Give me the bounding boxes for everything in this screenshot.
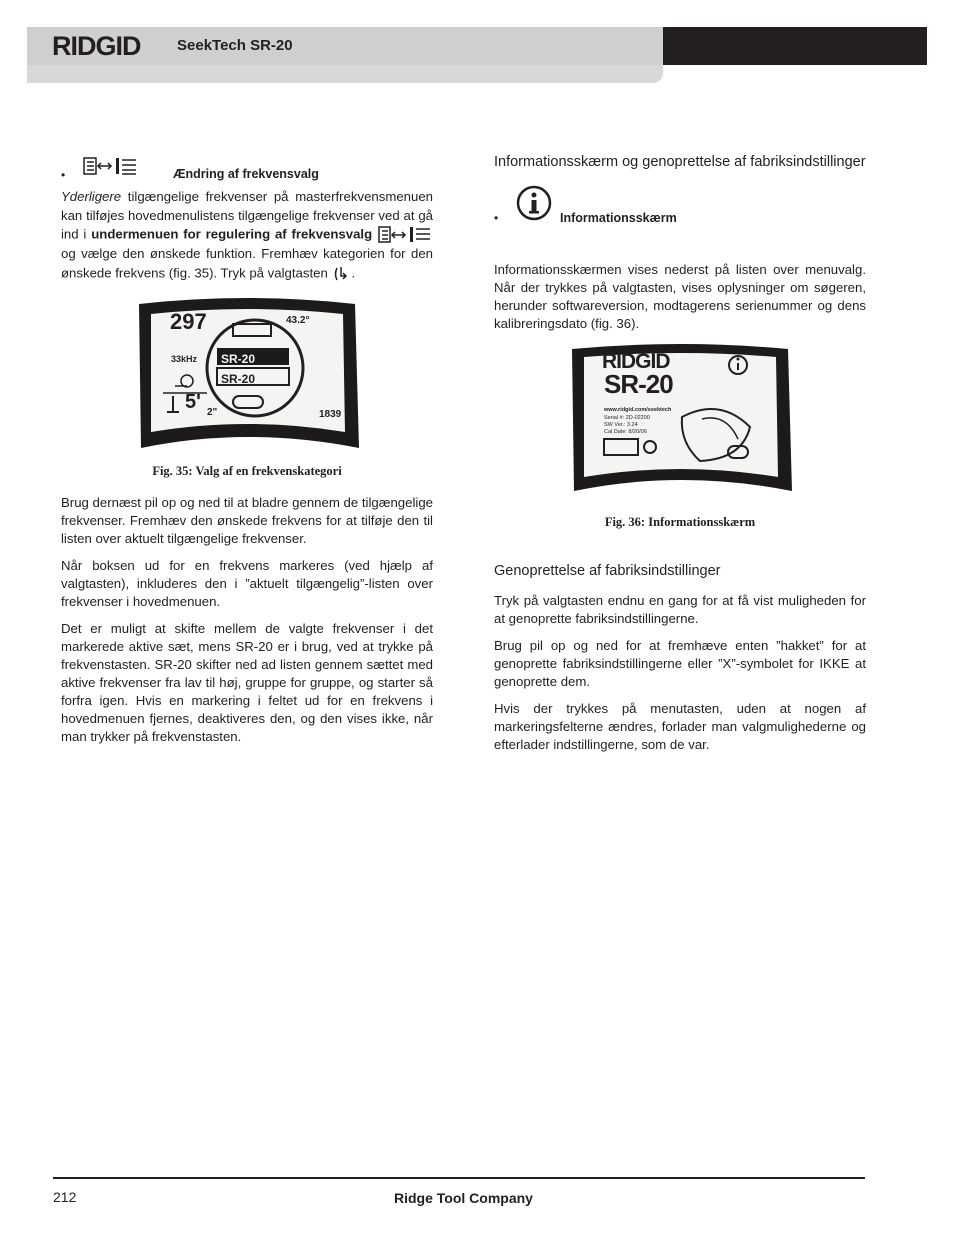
bullet-info-screen (494, 183, 866, 233)
info-serial: Serial #: 2D-02200 (604, 415, 650, 421)
bullet-frequency-select (61, 158, 433, 188)
frequency-label: 33kHz (171, 353, 198, 364)
frequency-select-icon-inline (377, 225, 433, 245)
figure-35-caption: Fig. 35: Valg af en frekvenskategori (152, 463, 342, 478)
frequency-item: SR-20 (221, 371, 256, 386)
frequency-select-title: Ændring af frekvensvalg (173, 167, 319, 181)
paragraph-reset-3: Hvis der trykkes på menutasten, uden at nogen af markeringsfelterne ændres, forlader man valgmulighederne og efterlader indstillingerne, som de var. (494, 701, 866, 752)
depth-readout: 297 (170, 308, 207, 334)
intro-italic: Yderligere (61, 189, 122, 204)
info-model: SR-20 (604, 369, 673, 399)
product-title: SeekTech SR-20 (177, 37, 293, 54)
distance-feet: 5' (185, 390, 201, 413)
info-url: www.ridgid.com/seektech (604, 407, 672, 413)
ridgid-logo: RIDGID (52, 31, 141, 61)
select-key-icon (331, 264, 351, 284)
info-icon (516, 185, 552, 221)
page-number: 212 (53, 1189, 77, 1205)
company-name: Ridge Tool Company (394, 1190, 533, 1206)
signal-strength: 1839 (319, 408, 342, 420)
info-brand: RIDGID (602, 350, 670, 373)
info-screen-title: Informationsskærm (560, 211, 677, 225)
paragraph-scroll: Brug dernæst pil op og ned til at bladre gennem de tilgængelige frekvenser. Fremhæv den ønskede frekvens for at tilføje den til listen over aktuelt tilgængelige frekvenser. (61, 494, 433, 546)
frequency-select-icon (82, 156, 138, 178)
info-calibration-date: Cal Date: 8/20/06 (604, 429, 647, 435)
paragraph-reset-2: Brug pil op og ned for at fremhæve enten ”hakket” for at genoprette fabriksindstillingerne eller ”X”-symbolet for IKKE at genoprette dem. (494, 638, 866, 689)
intro-end: . (351, 264, 356, 280)
distance-inches: 2" (207, 406, 218, 418)
intro-text-b: og vælge den ønskede funktion. Fremhæv kategorien for den ønskede frekvens (fig. 35). Tryk på valgtasten (61, 246, 433, 280)
figure-36-caption: Fig. 36: Informationsskærm (604, 515, 756, 529)
left-column (61, 158, 433, 755)
intro-text-a: tilgængelige frekvenser på masterfrekvensmenuen kan tilføjes hovedmenulistens tilgængelige frekvenser ved at gå ind i (61, 189, 433, 242)
figure-36 (494, 343, 866, 529)
paragraph-reset-1: Tryk på valgtasten endnu en gang for at få vist muligheden for at genoprette fabriksindstillingerne. (494, 593, 866, 626)
right-column (494, 152, 866, 763)
info-software-version: SW Ver.: 3.24 (604, 422, 638, 428)
bullet-dot: • (494, 211, 499, 225)
heading-info-screen: Informationsskærm og genoprettelse af fabriksindstillinger (494, 154, 866, 170)
header-black-block (663, 27, 927, 65)
bullet-dot: • (61, 168, 66, 182)
paragraph-intro (61, 188, 433, 284)
heading-factory-reset: Genoprettelse af fabriksindstillinger (494, 563, 721, 579)
angle-readout: 43.2° (286, 314, 310, 326)
paragraph-checkbox: Når boksen ud for en frekvens markeres (ved hjælp af valgtasten), inkluderes den i ”aktuelt tilgængelig”-listen over frekvenser i hovedmenuen. (61, 557, 433, 609)
paragraph-info-screen: Informationsskærmen vises nederst på listen over menuvalg. Når der trykkes på valgtasten, vises oplysninger om søgeren, herunder softwareversion, modtagerens serienummer og dens kalibreringsdato (fig. 36). (494, 262, 866, 331)
intro-bold: undermenuen for regulering af frekvensvalg (91, 226, 373, 242)
frequency-item-highlighted: SR-20 (221, 351, 256, 366)
footer-rule (53, 1177, 865, 1179)
paragraph-switch: Det er muligt at skifte mellem de valgte frekvenser i det markerede aktive sæt, mens SR-20 er i brug, ved at trykke på frekvenstasten. SR-20 skifter ned ad listen gennem sættet med aktive frekvenser fra lav til høj, gruppe for gruppe, og starter så forfra igen. Hvis en markering i feltet ud for en frekvens i hovedmenuen fjernes, deaktiveres den, og den vises ikke, når man trykker på frekvenstasten. (61, 620, 433, 744)
figure-35 (61, 298, 433, 478)
